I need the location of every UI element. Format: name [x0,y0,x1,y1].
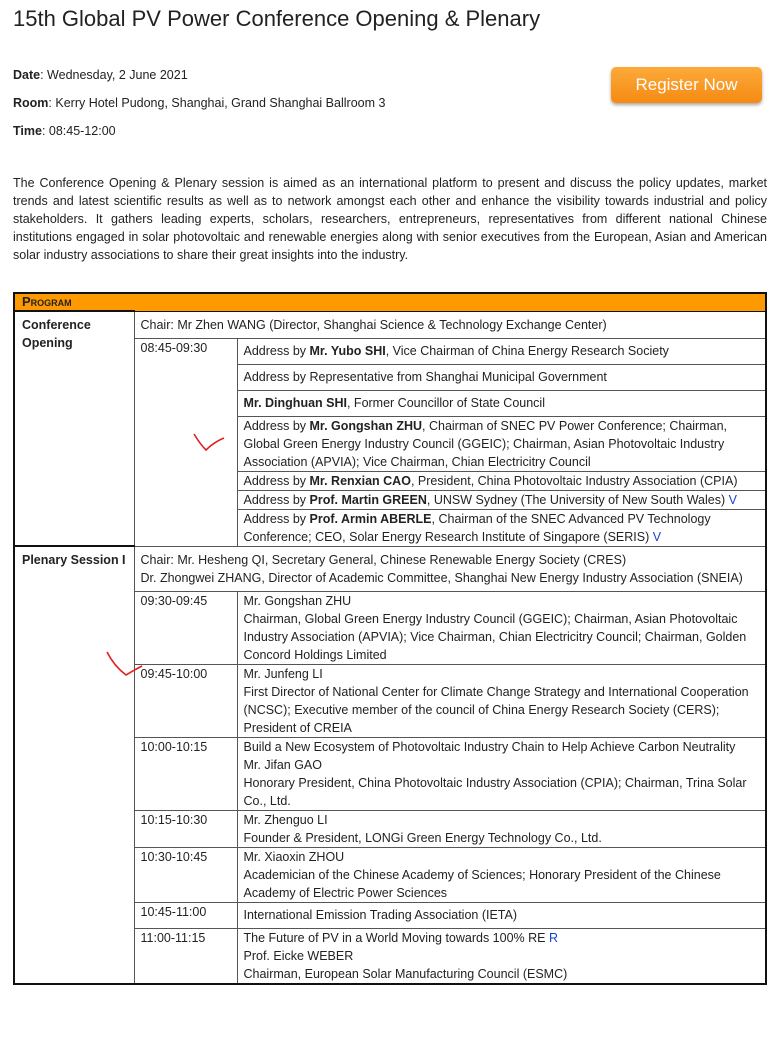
time-slot: 10:00-10:15 [134,737,237,810]
time-value: : 08:45-12:00 [41,124,116,138]
agenda-item [237,664,766,737]
session-chair [134,546,766,591]
item-line [244,906,760,924]
speaker-name: Mr. Yubo SHI [309,344,386,358]
room-label: Room [13,96,49,110]
item-line [244,610,760,664]
session-chair-row [14,311,766,338]
page-title: 15th Global PV Power Conference Opening & Plenary [13,6,541,31]
time-slot: 09:45-10:00 [134,664,237,737]
agenda-item [237,490,766,509]
speaker-name: Prof. Armin ABERLE [309,511,432,526]
time-slot: 10:30-10:45 [134,847,237,902]
agenda-item [237,471,766,490]
item-text: Founder & President, LONGi Green Energy Technology Co., Ltd. [243,830,602,845]
agenda-item [237,416,766,471]
item-text: Mr. Jifan GAO [243,757,322,772]
chair-line: Dr. Zhongwei ZHANG, Director of Academic Committee, Shanghai New Energy Industry Association (SNEIA) [140,570,743,585]
recording-link[interactable]: R [548,930,558,945]
agenda-item [237,737,766,810]
item-text: Address by [243,344,310,358]
item-line [244,929,760,947]
agenda-item [237,390,766,416]
item-line [244,774,760,810]
item-text: Address by [243,473,310,488]
time-slot: 08:45-09:30 [134,338,237,546]
chair-line: Chair: Mr Zhen WANG (Director, Shanghai Science & Technology Exchange Center) [140,317,607,332]
item-text: , Former Councillor of State Council [346,396,545,410]
item-line [244,738,760,756]
item-text: Mr. Junfeng LI [243,666,323,681]
date-line [13,68,188,82]
item-text: , Vice Chairman of China Energy Research Society [385,344,669,358]
item-line [244,683,760,737]
agenda-item [237,591,766,664]
speaker-name: Mr. Gongshan ZHU [309,418,423,433]
item-text: Chairman, European Solar Manufacturing Council (ESMC) [243,966,568,981]
item-text: Address by [243,492,310,507]
item-text: Academician of the Chinese Academy of Sciences; Honorary President of the Chinese Academy of Electric Power Sciences [243,867,721,900]
item-line [244,829,760,847]
item-text: Prof. Eicke WEBER [243,948,354,963]
time-line [13,124,116,138]
item-text: Build a New Ecosystem of Photovoltaic Industry Chain to Help Achieve Carbon Neutrality [243,739,736,754]
item-line [244,866,760,902]
item-text: Mr. Zhenguo LI [243,812,328,827]
item-text: , Chairman of SNEC PV Power Conference; Chairman, Global Green Energy Industry Council (GGEIC); Chairman, Asian Photovoltaic Industry Association (APVIA); Vice Chairman, Chian Electricitry Council [243,418,728,469]
item-text: Address by Representative from Shanghai Municipal Government [243,370,607,384]
time-slot: 11:00-11:15 [134,928,237,984]
item-line [244,811,760,829]
item-text: Honorary President, China Photovoltaic Industry Association (CPIA); Chairman, Trina Solar Co., Ltd. [243,775,747,808]
item-line [244,965,760,983]
agenda-item [237,810,766,847]
item-text: Mr. Gongshan ZHU [243,593,352,608]
video-link[interactable]: V [728,492,737,507]
video-link[interactable]: V [652,529,662,544]
speaker-name: Prof. Martin GREEN [309,492,427,507]
item-text: , President, China Photovoltaic Industry Association (CPIA) [410,473,738,488]
time-slot: 09:30-09:45 [134,591,237,664]
session-chair [134,311,766,338]
time-slot: 10:45-11:00 [134,902,237,928]
item-line [244,756,760,774]
speaker-name: Mr. Dinghuan SHI [243,396,347,410]
program-header: Program [14,293,766,311]
room-line [13,96,385,110]
item-text: First Director of National Center for Climate Change Strategy and International Cooperation (NCSC); Executive member of the council of China Energy Research Society (CERS); President of CREIA [243,684,749,735]
item-line [244,947,760,965]
item-text: , Chairman of the SNEC Advanced PV Technology Conference; CEO, Solar Energy Research Institute of Singapore (SERIS) [243,511,711,544]
program-header-row [14,293,766,311]
program-table [13,292,767,985]
agenda-item [237,364,766,390]
agenda-item [237,509,766,546]
time-label: Time [13,124,42,138]
item-text: The Future of PV in a World Moving towards 100% RE [243,930,549,945]
item-text: International Emission Trading Association (IETA) [243,908,518,922]
item-text: Mr. Xiaoxin ZHOU [243,849,345,864]
agenda-item [237,928,766,984]
agenda-item [237,847,766,902]
register-now-button[interactable]: Register Now [611,67,762,103]
room-value: : Kerry Hotel Pudong, Shanghai, Grand Shanghai Ballroom 3 [48,96,386,110]
item-line [244,848,760,866]
agenda-item [237,338,766,364]
item-line [244,592,760,610]
session-chair-row [14,546,766,591]
speaker-name: Mr. Renxian CAO [309,473,411,488]
item-text: , UNSW Sydney (The University of New South Wales) [426,492,729,507]
agenda-item [237,902,766,928]
date-label: Date [13,68,41,82]
chair-line: Chair: Mr. Hesheng QI, Secretary General, Chinese Renewable Energy Society (CRES) [140,552,627,567]
item-line [244,665,760,683]
date-value: : Wednesday, 2 June 2021 [40,68,188,82]
item-text: Chairman, Global Green Energy Industry Council (GGEIC); Chairman, Asian Photovoltaic Industry Association (APVIA); Vice Chairman, Chian Electricitry Council; Chairman, Golden Concord Holdings Limited [243,611,747,662]
item-text: Address by [243,511,310,526]
intro-paragraph: The Conference Opening & Plenary session is aimed as an international platform to present and discuss the policy updates, market trends and latest scientific results as well as to network amongst each other and enhance the visibility towards industrial and policy stakeholders. It gathers leading experts, scholars, researchers, entrepreneurs, representatives from different national Chinese institutions engaged in solar photovoltaic and renewable energies along with senior executives from the European, Asian and American solar industry associations to share their great insights into the industry. [13,176,767,262]
item-text: Address by [243,418,310,433]
session-name: Plenary Session I [14,546,134,984]
time-slot: 10:15-10:30 [134,810,237,847]
session-name: Conference Opening [14,311,134,546]
